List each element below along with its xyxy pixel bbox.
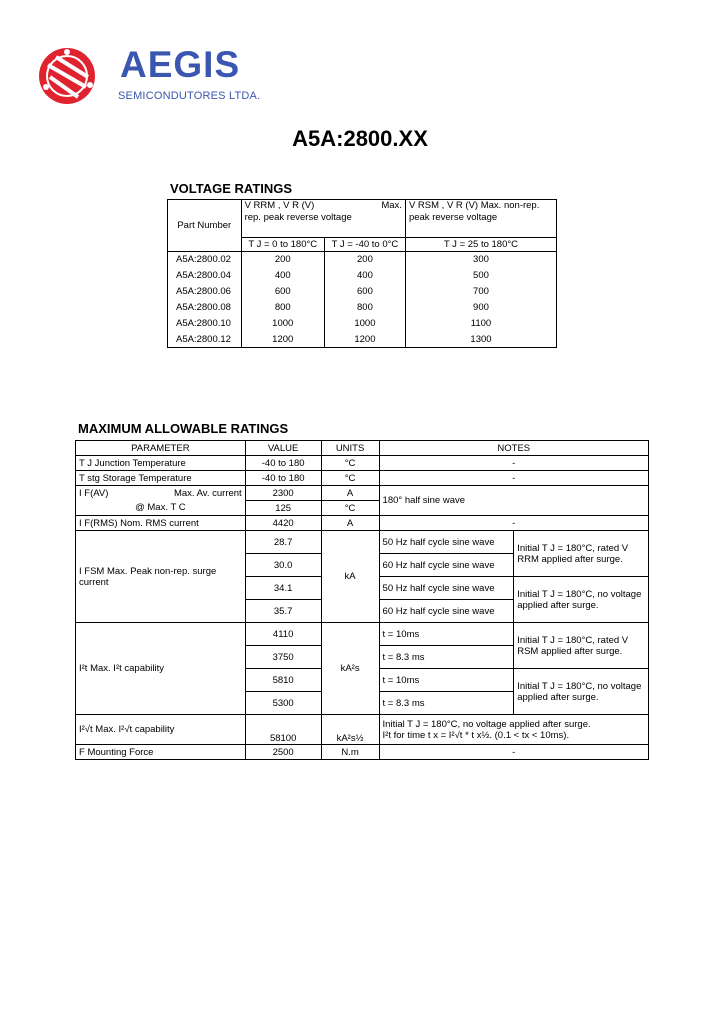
table-row [76, 456, 649, 471]
ifav-param: Max. Av. current [173, 487, 242, 499]
vr-cond-2: T J = -40 to 0°C [324, 238, 405, 252]
vr-v1: 1000 [241, 316, 324, 332]
vr-col-vrsm [405, 200, 556, 238]
i2rt-note-2: I²t for time t x = I²√t * t x½. (0.1 < tx < 10ms). [382, 729, 570, 741]
i2t-cond-b: Initial T J = 180°C, no voltage applied after surge. [514, 669, 649, 715]
table-row [76, 486, 649, 501]
brand-subtitle: SEMICONDUTORES LTDA. [118, 90, 261, 102]
table-row [76, 471, 649, 486]
i2t-note: t = 8.3 ms [379, 692, 514, 715]
irms-param: I F(RMS) Nom. RMS current [76, 516, 246, 531]
vr-v1: 1200 [241, 332, 324, 348]
tj-value: -40 to 180 [245, 456, 321, 471]
ifav-cond-value: 125 [245, 501, 321, 516]
vr-part: A5A:2800.06 [168, 284, 242, 300]
ifsm-units: kA [321, 531, 379, 623]
max-ratings-table [75, 440, 649, 760]
max-ratings-title: MAXIMUM ALLOWABLE RATINGS [78, 421, 289, 436]
vr-col-vrrm-label: V RRM , V R (V) [244, 200, 315, 211]
ifsm-value: 28.7 [245, 531, 321, 554]
document-title: A5A:2800.XX [292, 126, 428, 151]
mar-h-value: VALUE [245, 441, 321, 456]
vr-v3: 500 [405, 268, 556, 284]
vr-v3: 700 [405, 284, 556, 300]
table-row [168, 268, 557, 284]
vr-part: A5A:2800.12 [168, 332, 242, 348]
table-row [168, 284, 557, 300]
ifav-cond-units: °C [321, 501, 379, 516]
i2t-value: 5810 [245, 669, 321, 692]
i2rt-param: I²√t Max. I²√t capability [76, 715, 246, 745]
ifav-note: 180° half sine wave [379, 486, 648, 516]
table-row [168, 332, 557, 348]
tj-param: T J Junction Temperature [76, 456, 246, 471]
mar-h-param: PARAMETER [76, 441, 246, 456]
irms-value: 4420 [245, 516, 321, 531]
i2t-cond-a: Initial T J = 180°C, rated V RSM applied after surge. [514, 623, 649, 669]
f-param: F Mounting Force [76, 745, 246, 760]
f-value: 2500 [245, 745, 321, 760]
ifsm-note: 60 Hz half cycle sine wave [379, 600, 514, 623]
tstg-value: -40 to 180 [245, 471, 321, 486]
table-row [168, 300, 557, 316]
vr-v2: 1200 [324, 332, 405, 348]
aegis-logo-icon [38, 47, 96, 105]
vr-v3: 900 [405, 300, 556, 316]
vr-part: A5A:2800.08 [168, 300, 242, 316]
i2rt-note-1: Initial T J = 180°C, no voltage applied after surge. [382, 718, 591, 730]
vr-v1: 200 [241, 252, 324, 268]
vr-part: A5A:2800.04 [168, 268, 242, 284]
ifsm-value: 30.0 [245, 554, 321, 577]
ifsm-note: 60 Hz half cycle sine wave [379, 554, 514, 577]
vr-part: A5A:2800.10 [168, 316, 242, 332]
vr-body [168, 252, 557, 348]
voltage-ratings-table [167, 199, 557, 348]
irms-units: A [321, 516, 379, 531]
vr-v1: 800 [241, 300, 324, 316]
table-row [168, 316, 557, 332]
i2rt-units: kA²s½ [321, 715, 379, 745]
voltage-ratings-title: VOLTAGE RATINGS [170, 181, 293, 196]
ifav-cond: @ Max. T C [76, 501, 246, 516]
ifsm-cond-b: Initial T J = 180°C, no voltage applied after surge. [514, 577, 649, 623]
tstg-units: °C [321, 471, 379, 486]
tstg-note: - [379, 471, 648, 486]
ifsm-value: 35.7 [245, 600, 321, 623]
vr-col-vrsm-label: V RSM , V R (V) Max. non-rep. [408, 200, 540, 211]
table-row [76, 715, 649, 745]
vr-part: A5A:2800.02 [168, 252, 242, 268]
i2t-units: kA²s [321, 623, 379, 715]
f-note: - [379, 745, 648, 760]
irms-note: - [379, 516, 648, 531]
mar-h-units: UNITS [321, 441, 379, 456]
ifav-param-cell [76, 486, 246, 501]
ifav-value: 2300 [245, 486, 321, 501]
i2t-note: t = 10ms [379, 623, 514, 646]
i2rt-note [379, 715, 648, 745]
vr-cond-1: T J = 0 to 180°C [241, 238, 324, 252]
tj-units: °C [321, 456, 379, 471]
vr-col-part: Part Number [168, 200, 242, 252]
vr-v3: 1300 [405, 332, 556, 348]
i2t-param: I²t Max. I²t capability [76, 623, 246, 715]
vr-col-vrrm [241, 200, 405, 238]
table-row [168, 252, 557, 268]
vr-col-vrsm-desc: peak reverse voltage [408, 212, 498, 223]
vr-col-vrrm-desc: rep. peak reverse voltage [244, 212, 352, 223]
table-row [76, 745, 649, 760]
table-row [76, 623, 649, 646]
vr-cond-3: T J = 25 to 180°C [405, 238, 556, 252]
ifsm-value: 34.1 [245, 577, 321, 600]
i2rt-value: 58100 [245, 715, 321, 745]
ifsm-note: 50 Hz half cycle sine wave [379, 531, 514, 554]
ifsm-param: I FSM Max. Peak non-rep. surge current [76, 531, 246, 623]
vr-v1: 400 [241, 268, 324, 284]
vr-v2: 1000 [324, 316, 405, 332]
tstg-param: T stg Storage Temperature [76, 471, 246, 486]
i2t-value: 4110 [245, 623, 321, 646]
i2t-value: 3750 [245, 646, 321, 669]
tj-note: - [379, 456, 648, 471]
table-row [76, 531, 649, 554]
vr-col-vrrm-max: Max. [381, 200, 402, 211]
vr-v3: 1100 [405, 316, 556, 332]
f-units: N.m [321, 745, 379, 760]
ifav-symbol: I F(AV) [79, 487, 109, 499]
i2t-note: t = 10ms [379, 669, 514, 692]
i2t-value: 5300 [245, 692, 321, 715]
vr-v2: 200 [324, 252, 405, 268]
ifav-units: A [321, 486, 379, 501]
vr-v1: 600 [241, 284, 324, 300]
brand-name: AEGIS [120, 44, 241, 85]
vr-v2: 800 [324, 300, 405, 316]
vr-v2: 600 [324, 284, 405, 300]
ifsm-cond-a: Initial T J = 180°C, rated V RRM applied after surge. [514, 531, 649, 577]
ifsm-note: 50 Hz half cycle sine wave [379, 577, 514, 600]
table-row [76, 516, 649, 531]
i2t-note: t = 8.3 ms [379, 646, 514, 669]
vr-v2: 400 [324, 268, 405, 284]
mar-h-notes: NOTES [379, 441, 648, 456]
vr-v3: 300 [405, 252, 556, 268]
